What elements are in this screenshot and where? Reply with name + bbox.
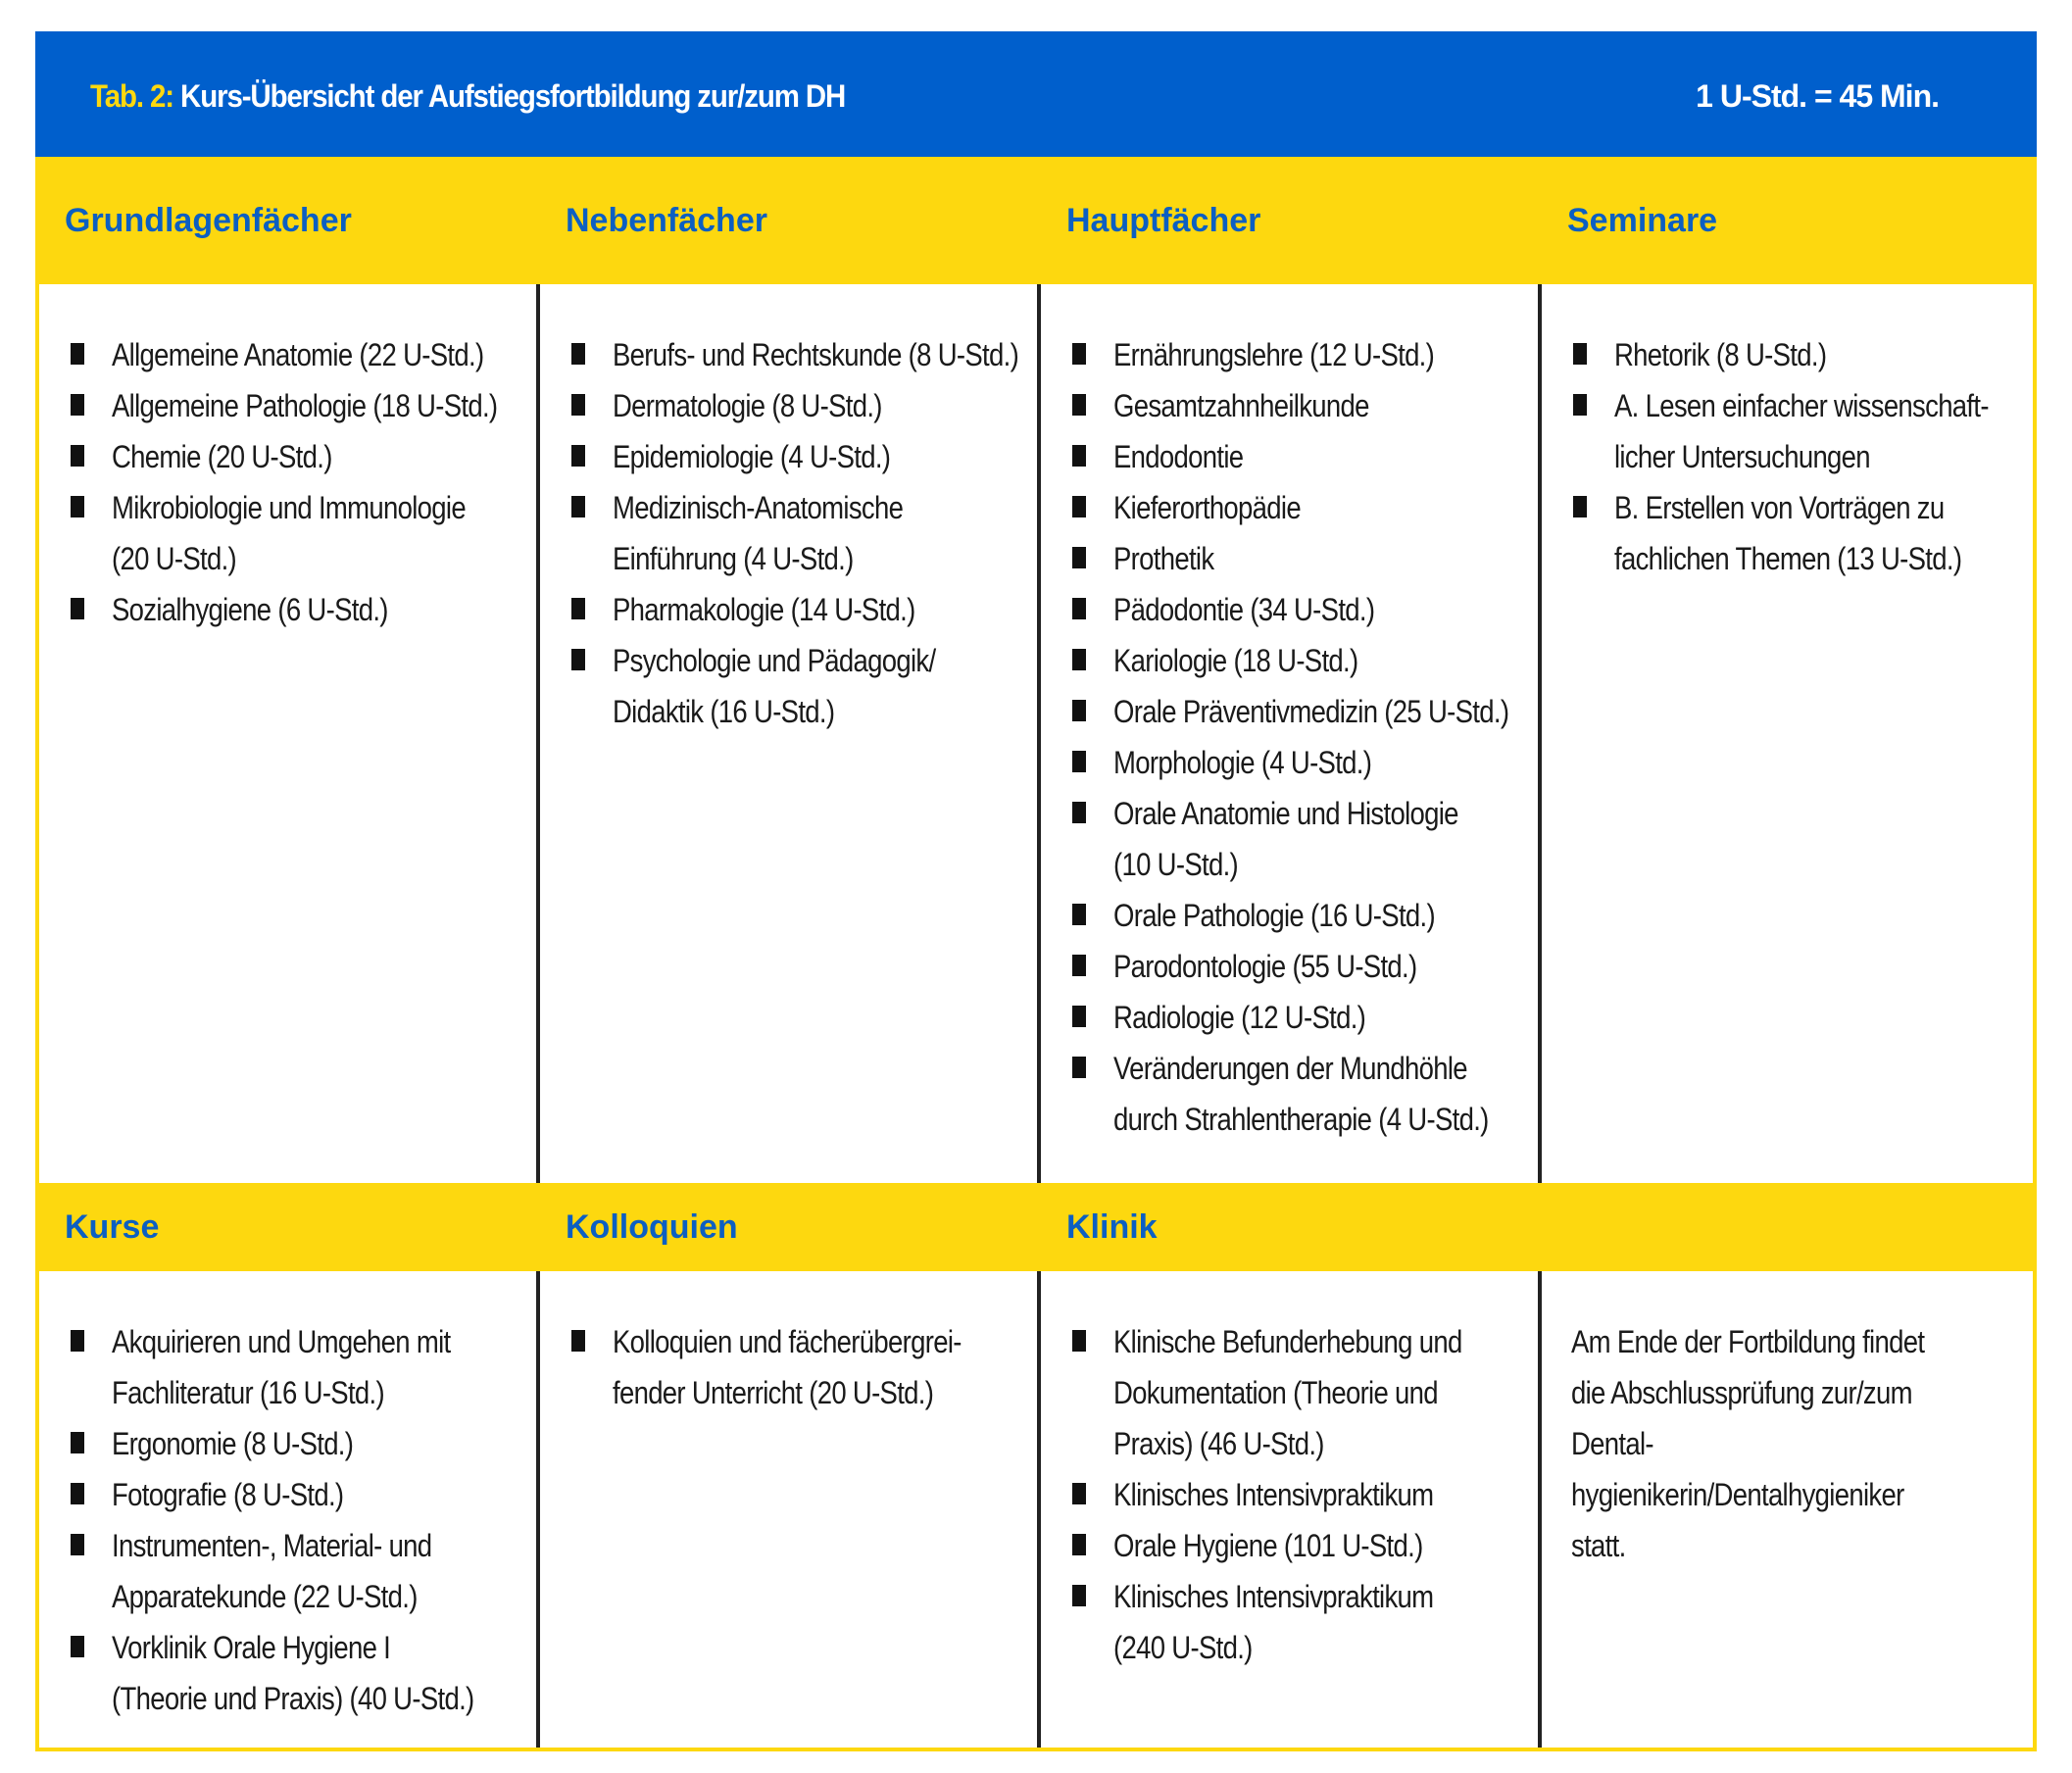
item-text: Akquirieren und Umgehen mit Fachliteratur (16 U-Std.) <box>112 1324 451 1410</box>
square-bullet-icon <box>1072 1330 1086 1352</box>
list-hauptfaecher <box>1070 329 1538 1145</box>
course-table <box>35 31 2037 1751</box>
item-text: Prothetik <box>1113 541 1214 576</box>
list-item <box>1070 431 1538 482</box>
square-bullet-icon <box>1072 394 1086 416</box>
list-nebenfaecher <box>569 329 1037 737</box>
square-bullet-icon <box>1072 802 1086 823</box>
cell-nebenfaecher <box>540 284 1041 1183</box>
square-bullet-icon <box>71 343 84 365</box>
heading-hauptfaecher: Hauptfächer <box>1066 201 1261 239</box>
list-item <box>1070 941 1538 992</box>
list-item <box>1070 635 1538 686</box>
unit-note: 1 U-Std. = 45 Min. <box>1696 78 1939 114</box>
item-text: Klinisches Intensivpraktikum <box>1113 1477 1434 1512</box>
cell-kurse <box>39 1271 540 1748</box>
list-item <box>1070 1316 1519 1469</box>
heading-row-1 <box>35 157 2037 284</box>
square-bullet-icon <box>1072 1585 1086 1606</box>
item-text: Gesamtzahnheilkunde <box>1113 388 1369 423</box>
list-item <box>69 482 536 584</box>
item-text: Klinisches Intensivpraktikum (240 U-Std.) <box>1113 1579 1434 1665</box>
list-item <box>69 584 536 635</box>
list-item <box>1070 890 1538 941</box>
square-bullet-icon <box>1072 1006 1086 1027</box>
item-text: Kieferorthopädie <box>1113 490 1301 525</box>
item-text: Orale Präventivmedizin (25 U-Std.) <box>1113 694 1509 729</box>
square-bullet-icon <box>1072 343 1086 365</box>
square-bullet-icon <box>71 598 84 619</box>
list-kolloquien <box>569 1316 1018 1418</box>
list-item <box>1070 584 1538 635</box>
list-item <box>69 380 536 431</box>
list-item <box>69 1418 533 1469</box>
item-text: Ernährungslehre (12 U-Std.) <box>1113 337 1435 372</box>
heading-kolloquien: Kolloquien <box>566 1207 738 1246</box>
item-text: Chemie (20 U-Std.) <box>112 439 332 474</box>
list-item <box>569 482 1037 584</box>
item-text: Parodontologie (55 U-Std.) <box>1113 949 1417 984</box>
square-bullet-icon <box>1072 700 1086 721</box>
list-item <box>1070 1520 1519 1571</box>
item-text: Klinische Befunderhebung und Dokumentation (Theorie und Praxis) (46 U-Std.) <box>1113 1324 1462 1461</box>
list-item <box>569 1316 1018 1418</box>
square-bullet-icon <box>71 445 84 467</box>
heading-row-2 <box>35 1183 2037 1271</box>
square-bullet-icon <box>1072 751 1086 772</box>
item-text: Berufs- und Rechtskunde (8 U-Std.) <box>613 337 1019 372</box>
square-bullet-icon <box>1072 649 1086 670</box>
list-seminare <box>1571 329 2033 584</box>
body-row-2 <box>39 1271 2033 1748</box>
list-item <box>1571 482 2033 584</box>
item-text: Ergonomie (8 U-Std.) <box>112 1426 354 1461</box>
item-text: Vorklinik Orale Hygiene I (Theorie und Praxis) (40 U-Std.) <box>112 1630 474 1716</box>
cell-klinik <box>1041 1271 1542 1748</box>
item-text: Medizinisch-Anatomische Einführung (4 U-Std.) <box>613 490 904 576</box>
cell-hauptfaecher <box>1041 284 1542 1183</box>
square-bullet-icon <box>1072 1534 1086 1555</box>
square-bullet-icon <box>1573 496 1587 517</box>
list-item <box>1571 380 2033 482</box>
item-text: B. Erstellen von Vorträgen zu fachlichen Themen (13 U-Std.) <box>1614 490 1962 576</box>
square-bullet-icon <box>1072 1483 1086 1504</box>
list-item <box>569 584 1037 635</box>
list-item <box>1070 1469 1519 1520</box>
item-text: Fotografie (8 U-Std.) <box>112 1477 344 1512</box>
square-bullet-icon <box>571 598 585 619</box>
item-text: Sozialhygiene (6 U-Std.) <box>112 592 388 627</box>
heading-kurse: Kurse <box>65 1207 160 1246</box>
list-item <box>69 1316 533 1418</box>
square-bullet-icon <box>71 496 84 517</box>
square-bullet-icon <box>71 1483 84 1504</box>
item-text: Mikrobiologie und Immunologie (20 U-Std.) <box>112 490 466 576</box>
item-text: Orale Anatomie und Histologie (10 U-Std.) <box>1113 796 1458 882</box>
square-bullet-icon <box>571 496 585 517</box>
heading-klinik: Klinik <box>1066 1207 1158 1246</box>
list-item <box>1571 329 2033 380</box>
square-bullet-icon <box>571 1330 585 1352</box>
list-item <box>569 431 1037 482</box>
square-bullet-icon <box>1072 955 1086 976</box>
item-text: Allgemeine Anatomie (22 U-Std.) <box>112 337 484 372</box>
final-exam-note: Am Ende der Fortbildung findet die Abschlussprüfung zur/zum Dental-hygienikerin/Dentalhygieniker statt. <box>1571 1324 1925 1563</box>
item-text: Orale Hygiene (101 U-Std.) <box>1113 1528 1423 1563</box>
list-item <box>1070 737 1538 788</box>
heading-seminare: Seminare <box>1567 201 1718 239</box>
title-bar <box>35 31 2037 157</box>
square-bullet-icon <box>1573 394 1587 416</box>
item-text: Psychologie und Pädagogik/ Didaktik (16 U-Std.) <box>613 643 936 729</box>
body-row-1 <box>39 284 2033 1183</box>
list-item <box>1070 329 1538 380</box>
list-item <box>1070 992 1538 1043</box>
square-bullet-icon <box>1072 445 1086 467</box>
cell-kolloquien <box>540 1271 1041 1748</box>
list-item <box>1070 686 1538 737</box>
list-item <box>69 1469 533 1520</box>
square-bullet-icon <box>1072 547 1086 568</box>
cell-abschluss-note <box>1542 1271 2033 1748</box>
item-text: Instrumenten-, Material- und Apparatekunde (22 U-Std.) <box>112 1528 432 1614</box>
square-bullet-icon <box>1072 598 1086 619</box>
cell-seminare <box>1542 284 2033 1183</box>
list-item <box>1070 380 1538 431</box>
item-text: Veränderungen der Mundhöhle durch Strahlentherapie (4 U-Std.) <box>1113 1051 1489 1137</box>
list-item <box>69 329 536 380</box>
square-bullet-icon <box>571 343 585 365</box>
item-text: Dermatologie (8 U-Std.) <box>613 388 882 423</box>
square-bullet-icon <box>1573 343 1587 365</box>
table-title <box>90 78 845 115</box>
square-bullet-icon <box>71 1534 84 1555</box>
title-text: Kurs-Übersicht der Aufstiegsfortbildung zur/zum DH <box>180 78 846 114</box>
item-text: A. Lesen einfacher wissenschaft- licher Untersuchungen <box>1614 388 1989 474</box>
list-item <box>569 329 1037 380</box>
list-item <box>69 1622 533 1724</box>
heading-grundlagenfaecher: Grundlagenfächer <box>65 201 352 239</box>
square-bullet-icon <box>71 1432 84 1453</box>
tab-label: Tab. 2: <box>90 78 173 114</box>
list-item <box>1070 788 1538 890</box>
item-text: Orale Pathologie (16 U-Std.) <box>1113 898 1435 933</box>
item-text: Kariologie (18 U-Std.) <box>1113 643 1358 678</box>
item-text: Epidemiologie (4 U-Std.) <box>613 439 891 474</box>
square-bullet-icon <box>571 394 585 416</box>
square-bullet-icon <box>1072 1057 1086 1078</box>
list-item <box>1070 482 1538 533</box>
square-bullet-icon <box>71 1636 84 1657</box>
list-item <box>69 1520 533 1622</box>
list-item <box>1070 1043 1538 1145</box>
list-grundlagenfaecher <box>69 329 536 635</box>
item-text: Radiologie (12 U-Std.) <box>1113 1000 1366 1035</box>
square-bullet-icon <box>571 445 585 467</box>
square-bullet-icon <box>571 649 585 670</box>
item-text: Endodontie <box>1113 439 1244 474</box>
item-text: Rhetorik (8 U-Std.) <box>1614 337 1827 372</box>
list-item <box>69 431 536 482</box>
list-item <box>1070 1571 1519 1673</box>
square-bullet-icon <box>71 1330 84 1352</box>
item-text: Morphologie (4 U-Std.) <box>1113 745 1372 780</box>
heading-nebenfaecher: Nebenfächer <box>566 201 767 239</box>
item-text: Pädodontie (34 U-Std.) <box>1113 592 1375 627</box>
list-kurse <box>69 1316 533 1724</box>
list-item <box>1070 533 1538 584</box>
list-klinik <box>1070 1316 1519 1673</box>
square-bullet-icon <box>1072 496 1086 517</box>
square-bullet-icon <box>71 394 84 416</box>
item-text: Allgemeine Pathologie (18 U-Std.) <box>112 388 498 423</box>
list-item <box>569 380 1037 431</box>
cell-grundlagenfaecher <box>39 284 540 1183</box>
item-text: Pharmakologie (14 U-Std.) <box>613 592 915 627</box>
square-bullet-icon <box>1072 904 1086 925</box>
list-item <box>569 635 1037 737</box>
item-text: Kolloquien und fächerübergrei- fender Unterricht (20 U-Std.) <box>613 1324 962 1410</box>
